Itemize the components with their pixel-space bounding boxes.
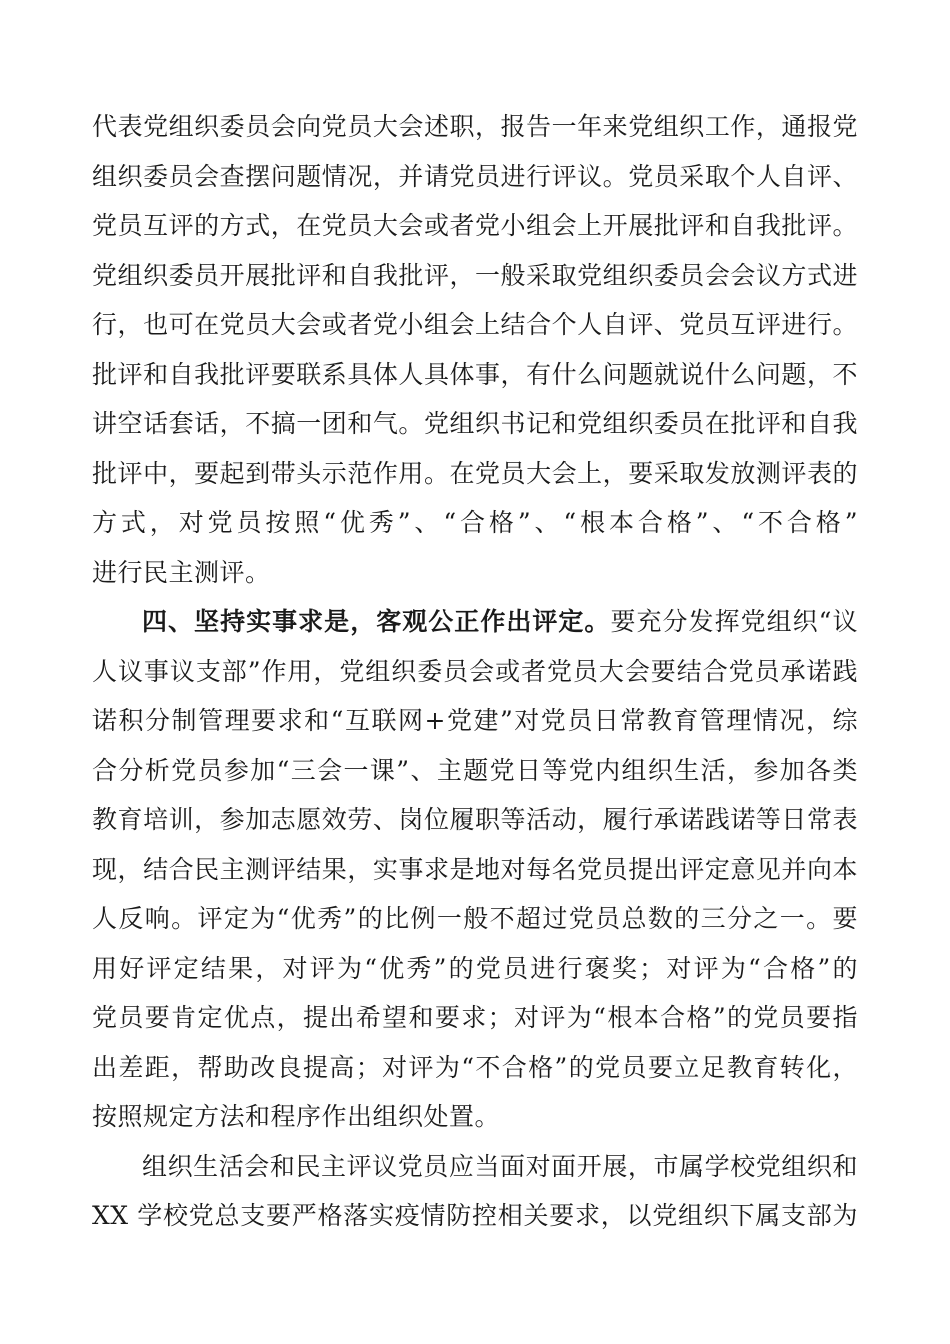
text-line: 诺积分制管理要求和“互联网+党建”对党员日常教育管理情况，综 [92, 706, 858, 735]
text-line: 人议事议支部”作用，党组织委员会或者党员大会要结合党员承诺践 [92, 656, 858, 686]
text-line: 党员要肯定优点，提出希望和要求；对评为“根本合格”的党员要指 [92, 1003, 858, 1032]
heading-line-text: 要充分发挥党组织“议 [610, 607, 858, 636]
paragraph-section-four [92, 597, 858, 1142]
text-line: 用好评定结果，对评为“优秀”的党员进行褒奖；对评为“合格”的 [92, 953, 858, 983]
text-line: 组织生活会和民主评议党员应当面对面开展，市属学校党组织和 [142, 1151, 858, 1181]
section-heading-line [92, 597, 858, 647]
text-line: 讲空话套话，不搞一团和气。党组织书记和党组织委员在批评和自我 [92, 409, 858, 438]
text-line: 合分析党员参加“三会一课”、主题党日等党内组织生活，参加各类 [92, 755, 858, 785]
paragraph-meeting-arrangement [92, 1142, 858, 1241]
text-line: 行，也可在党员大会或者党小组会上结合个人自评、党员互评进行。 [92, 310, 858, 339]
text-line: 出差距，帮助改良提高；对评为“不合格”的党员要立足教育转化， [92, 1052, 858, 1082]
text-line: 批评和自我批评要联系具体人具体事，有什么问题就说什么问题，不 [92, 359, 858, 389]
text-line: 组织委员会查摆问题情况，并请党员进行评议。党员采取个人自评、 [92, 161, 858, 191]
document-page [92, 102, 858, 1241]
text-line: 代表党组织委员会向党员大会述职，报告一年来党组织工作，通报党 [92, 112, 858, 141]
text-line: 人反响。评定为“优秀”的比例一般不超过党员总数的三分之一。要 [92, 904, 858, 933]
text-line: 方式，对党员按照“优秀”、“合格”、“根本合格”、“不合格” [92, 508, 858, 537]
text-line: 批评中，要起到带头示范作用。在党员大会上，要采取发放测评表的 [92, 458, 858, 488]
section-heading: 四、坚持实事求是，客观公正作出评定。 [142, 607, 611, 636]
paragraph-evaluation-process [92, 102, 858, 597]
text-line: 按照规定方法和程序作出组织处置。 [92, 1102, 501, 1131]
text-line: 党组织委员开展批评和自我批评，一般采取党组织委员会会议方式进 [92, 260, 858, 290]
text-line: 党员互评的方式，在党员大会或者党小组会上开展批评和自我批评。 [92, 211, 858, 240]
text-line: XX 学校党总支要严格落实疫情防控相关要求，以党组织下属支部为 [92, 1201, 858, 1230]
text-line: 教育培训，参加志愿效劳、岗位履职等活动，履行承诺践诺等日常表 [92, 805, 858, 834]
text-line: 现，结合民主测评结果，实事求是地对每名党员提出评定意见并向本 [92, 854, 858, 884]
text-line: 进行民主测评。 [92, 557, 271, 587]
